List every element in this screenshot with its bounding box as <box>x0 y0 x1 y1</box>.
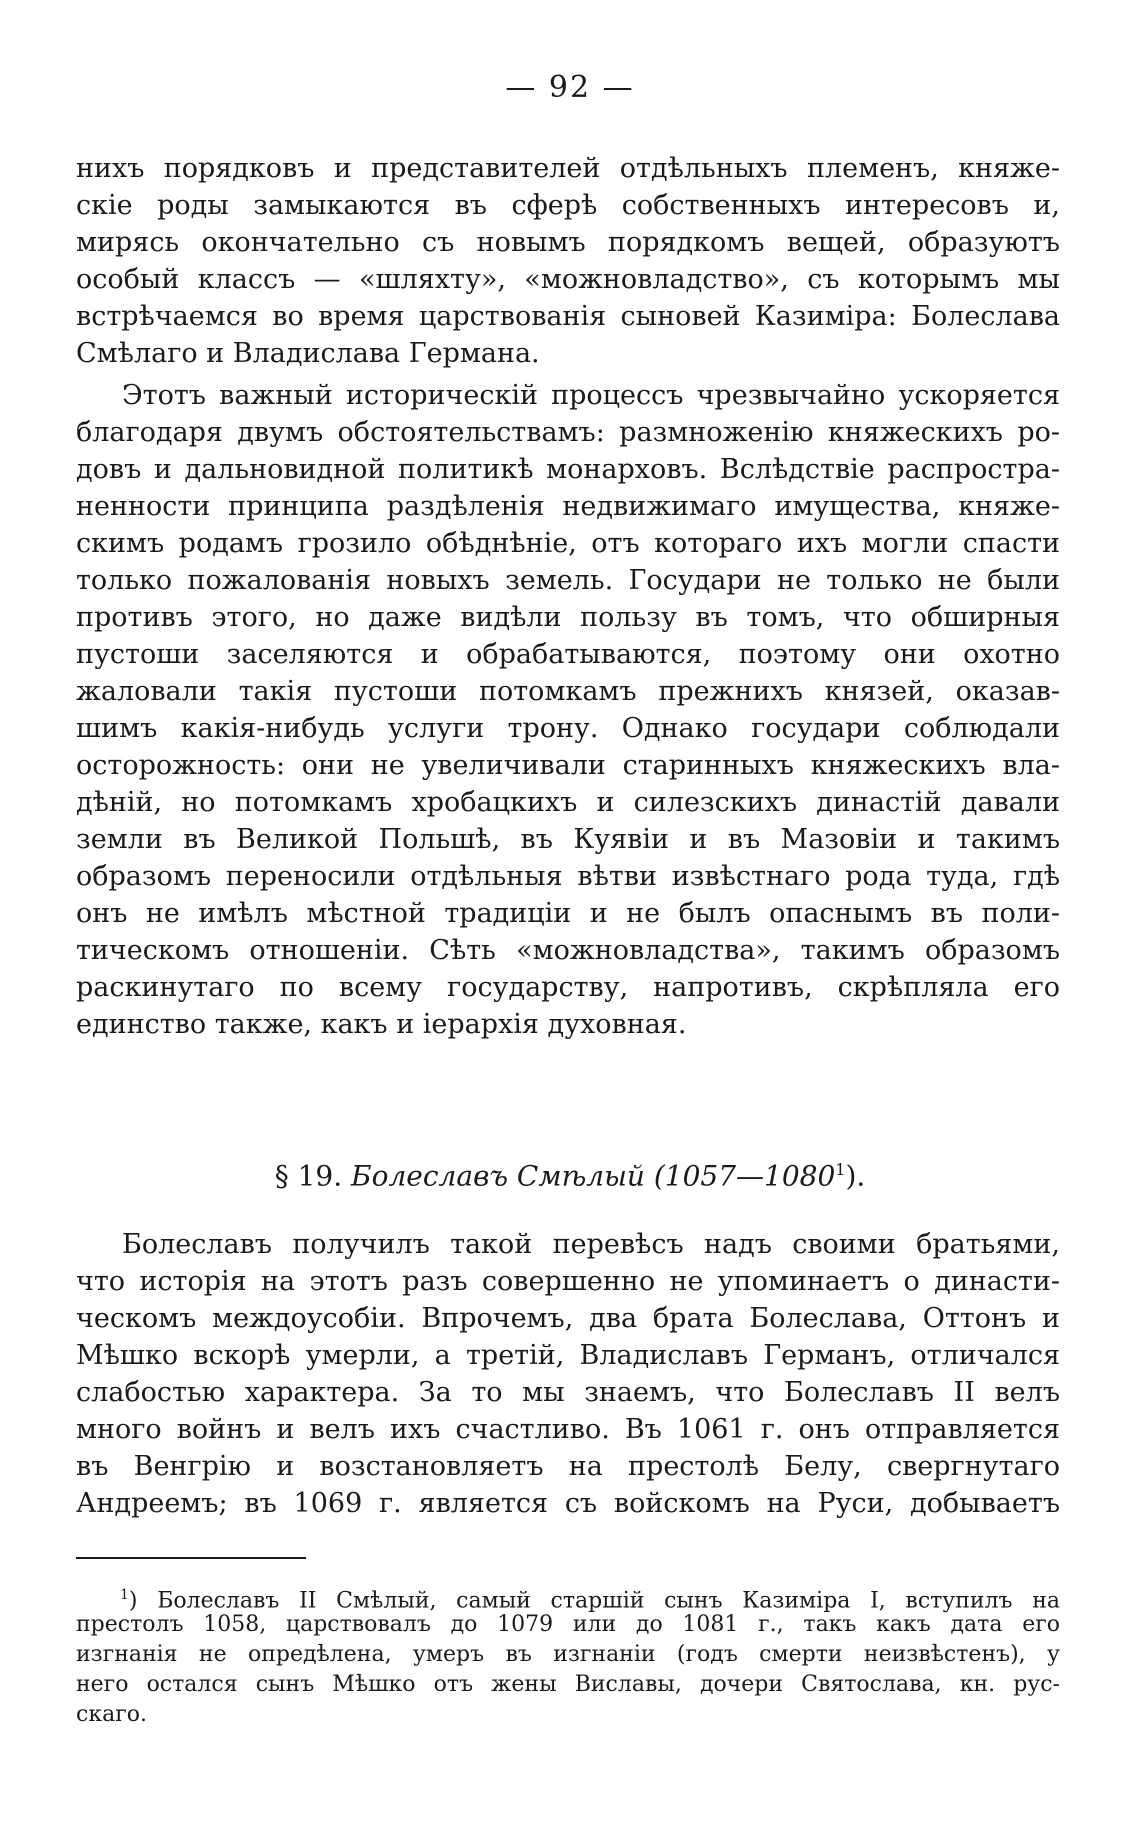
footnote-line: скаго. <box>76 1702 147 1727</box>
text-line: образомъ переносили отдѣльныя вѣтви извѣстнаго рода туда, гдѣ <box>76 861 1060 892</box>
footnote-ref: 1 <box>835 1160 846 1179</box>
footnote-text: Болеславъ II Смѣлый, самый старшій сынъ Казиміра I, вступилъ на <box>157 1588 1061 1614</box>
text-line: раскинутаго по всему государству, напротивъ, скрѣпляла его <box>76 972 1060 1003</box>
text-line: мирясь окончательно съ новымъ порядкомъ вещей, образуютъ <box>76 227 1060 258</box>
footnote-mark-close: ) <box>128 1588 138 1614</box>
text-line: много войнъ и велъ ихъ счастливо. Въ 1061 г. онъ отправляется <box>76 1414 1060 1445</box>
text-line: пустоши заселяются и обрабатываются, поэтому они охотно <box>76 639 1060 670</box>
text-line: въ Венгрію и возстановляетъ на престолѣ Белу, свергнутаго <box>76 1451 1060 1482</box>
text-line: единство также, какъ и іерархія духовная. <box>76 1009 687 1040</box>
text-line: скимъ родамъ грозило обѣднѣніе, отъ котораго ихъ могли спасти <box>76 528 1060 559</box>
section-title: Болеславъ Смѣлый (1057—1080 <box>351 1159 836 1193</box>
footnote-line: изгнанія не опредѣлена, умеръ въ изгнаніи (годъ смерти неизвѣстенъ), у <box>76 1642 1060 1667</box>
text-line: скіе роды замыкаются въ сферѣ собственныхъ интересовъ и, <box>76 190 1060 221</box>
section-number: § 19. <box>274 1159 343 1193</box>
text-line: Этотъ важный историческій процессъ чрезвычайно ускоряется <box>122 380 1060 411</box>
text-line: что исторія на этотъ разъ совершенно не упоминаетъ о династи- <box>76 1266 1060 1297</box>
text-line: особый классъ — «шляхту», «можновладство», съ которымъ мы <box>76 264 1060 295</box>
text-line: благодаря двумъ обстоятельствамъ: размноженію княжескихъ ро- <box>76 417 1060 448</box>
section-heading <box>0 1150 1140 1196</box>
text-line: жаловали такія пустоши потомкамъ прежнихъ князей, оказав- <box>76 676 1060 707</box>
text-line: дѣній, но потомкамъ хробацкихъ и силезскихъ династій давали <box>76 787 1060 818</box>
page-number: — 92 — <box>505 70 635 105</box>
text-line: осторожность: они не увеличивали старинныхъ княжескихъ вла- <box>76 750 1060 781</box>
text-line: Болеславъ получилъ такой перевѣсъ надъ своими братьями, <box>122 1229 1060 1260</box>
footnote-mark: 1 <box>120 1587 129 1603</box>
text-line: встрѣчаемся во время царствованія сыновей Казиміра: Болеслава <box>76 301 1060 332</box>
text-line: слабостью характера. За то мы знаемъ, что Болеславъ II велъ <box>76 1377 1060 1408</box>
text-line: ческомъ междоусобіи. Впрочемъ, два брата Болеслава, Оттонъ и <box>76 1303 1060 1334</box>
section-title-close: ). <box>845 1159 866 1193</box>
text-line: онъ не имѣлъ мѣстной традиціи и не былъ опаснымъ въ поли- <box>76 898 1060 929</box>
text-line: земли въ Великой Польшѣ, въ Куявіи и въ Мазовіи и такимъ <box>76 824 1060 855</box>
text-line: ненности принципа раздѣленія недвижимаго имущества, княже- <box>76 491 1060 522</box>
footnote-line: престолъ 1058, царствовалъ до 1079 или до 1081 г., такъ какъ дата его <box>76 1612 1060 1637</box>
footnote-divider <box>76 1557 306 1559</box>
text-line: противъ этого, но даже видѣли пользу въ томъ, что обширныя <box>76 602 1060 633</box>
text-line: тическомъ отношеніи. Сѣть «можновладства», такимъ образомъ <box>76 935 1060 966</box>
text-line: шимъ какія-нибудь услуги трону. Однако государи соблюдали <box>76 713 1060 744</box>
text-line: Смѣлаго и Владислава Германа. <box>76 338 540 369</box>
text-line: довъ и дальновидной политикѣ монарховъ. Вслѣдствіе распростра- <box>76 454 1060 485</box>
text-line: только пожалованія новыхъ земель. Государи не только не были <box>76 565 1060 596</box>
text-line: Андреемъ; въ 1069 г. является съ войскомъ на Руси, добываетъ <box>76 1488 1060 1519</box>
text-line: Мѣшко вскорѣ умерли, а третій, Владиславъ Германъ, отличался <box>76 1340 1060 1371</box>
text-line: нихъ порядковъ и представителей отдѣльныхъ племенъ, княже- <box>76 153 1060 184</box>
footnote-line: него остался сынъ Мѣшко отъ жены Виславы, дочери Святослава, кн. рус- <box>76 1672 1060 1697</box>
